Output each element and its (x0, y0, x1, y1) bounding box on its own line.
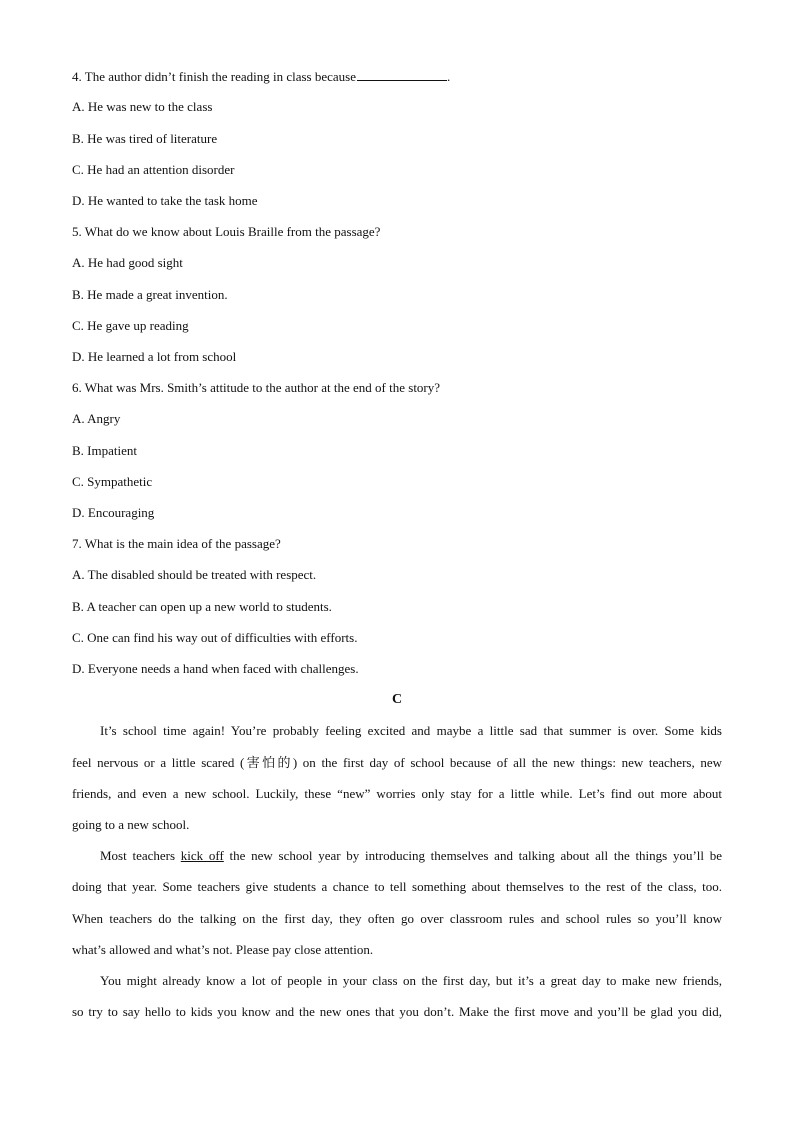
question-5-option-d: D. He learned a lot from school (72, 349, 237, 364)
underlined-phrase: kick off (180, 848, 224, 863)
paragraph-2-line-1 (100, 848, 722, 864)
question-5-option-a: A. He had good sight (72, 255, 183, 270)
paragraph-3-line-2: so try to say hello to kids you know and the new ones that you don’t. Make the first move and you’ll be glad you did, (72, 1004, 722, 1019)
paragraph-3-line-1: You might already know a lot of people in your class on the first day, but it’s a great day to make new friends, (100, 973, 722, 988)
paragraph-2-line-3: When teachers do the talking on the first day, they often go over classroom rules and school rules so you’ll know (72, 911, 722, 926)
question-4-option-d: D. He wanted to take the task home (72, 193, 258, 208)
question-7-option-a: A. The disabled should be treated with respect. (72, 567, 317, 582)
question-4-stem-end: . (447, 69, 451, 84)
paragraph-2-line-2: doing that year. Some teachers give students a chance to tell something about themselves to the rest of the class, too. (72, 879, 722, 894)
paragraph-1-line-1: It’s school time again! You’re probably feeling excited and maybe a little sad that summer is over. Some kids (100, 723, 722, 738)
question-4-stem-text: 4. The author didn’t finish the reading in class because (72, 69, 357, 84)
question-4-option-a: A. He was new to the class (72, 99, 213, 114)
paragraph-1-line-3: friends, and even a new school. Luckily, these “new” worries only stay for a little while. Let’s find out more about (72, 786, 722, 801)
question-7-option-d: D. Everyone needs a hand when faced with challenges. (72, 661, 359, 676)
question-6-option-c: C. Sympathetic (72, 474, 153, 489)
question-4-option-b: B. He was tired of literature (72, 131, 218, 146)
question-7-stem: 7. What is the main idea of the passage? (72, 536, 281, 551)
question-5-option-b: B. He made a great invention. (72, 287, 228, 302)
paragraph-2-text-start: Most teachers (100, 848, 181, 863)
paragraph-2-line-4: what’s allowed and what’s not. Please pay close attention. (72, 942, 374, 957)
paragraph-1-line-4: going to a new school. (72, 817, 190, 832)
section-heading: C (391, 692, 403, 707)
question-6-option-a: A. Angry (72, 411, 121, 426)
question-7-option-c: C. One can find his way out of difficulties with efforts. (72, 630, 358, 645)
question-5-stem: 5. What do we know about Louis Braille from the passage? (72, 224, 381, 239)
question-6-option-d: D. Encouraging (72, 505, 155, 520)
question-6-option-b: B. Impatient (72, 443, 137, 458)
answer-blank (357, 68, 447, 81)
question-4-stem (72, 68, 450, 85)
question-5-option-c: C. He gave up reading (72, 318, 189, 333)
paragraph-1-line-2: feel nervous or a little scared (害怕的) on the first day of school because of all the new things: new teachers, new (72, 755, 722, 770)
paragraph-2-text-end: the new school year by introducing themselves and talking about all the things you’ll be (223, 848, 722, 863)
question-7-option-b: B. A teacher can open up a new world to students. (72, 599, 332, 614)
question-4-option-c: C. He had an attention disorder (72, 162, 235, 177)
question-6-stem: 6. What was Mrs. Smith’s attitude to the author at the end of the story? (72, 380, 441, 395)
